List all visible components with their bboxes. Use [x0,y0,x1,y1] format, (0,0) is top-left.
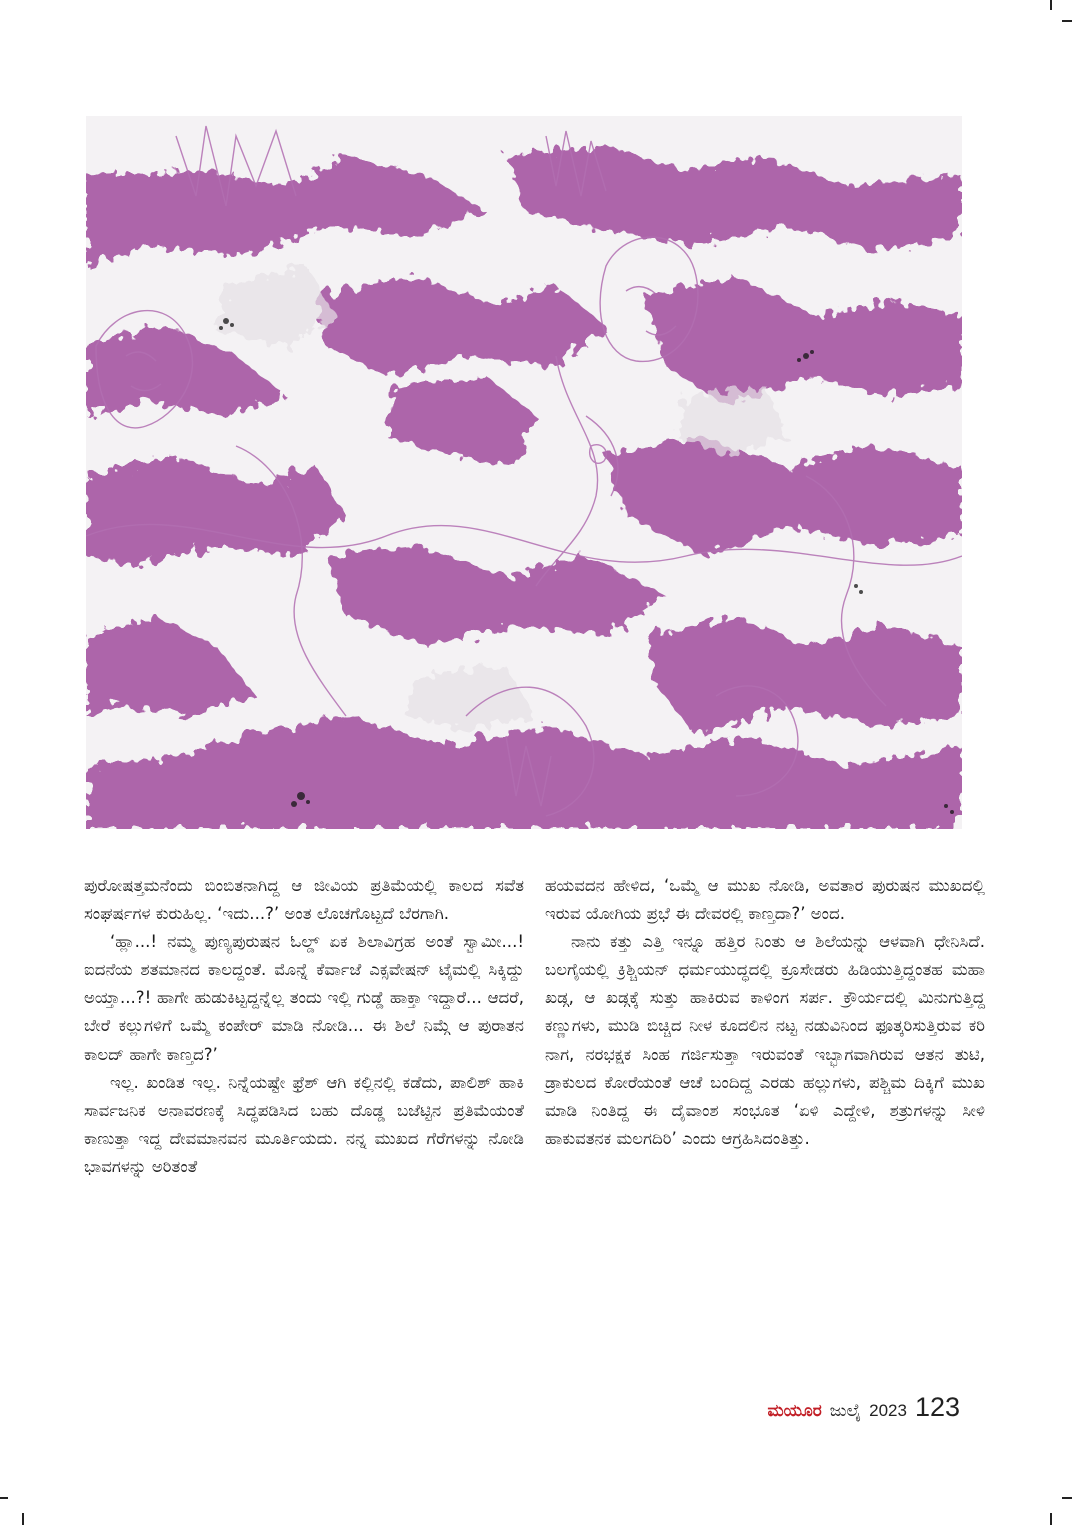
paragraph: ಇಲ್ಲ. ಖಂಡಿತ ಇಲ್ಲ. ನಿನ್ನೆಯಷ್ಟೇ ಫ್ರೆಶ್ ಆಗಿ ಕಲ್ಲಿನಲ್ಲಿ ಕಡೆದು, ಪಾಲಿಶ್ ಹಾಕಿ ಸಾರ್ವಜನಿಕ ಅನಾವರಣಕ್ಕೆ ಸಿದ್ಧಪಡಿಸಿದ ಬಹು ದೊಡ್ಡ ಬಜೆಟ್ಟಿನ ಪ್ರತಿಮೆಯಂತೆ ಕಾಣುತ್ತಾ ಇದ್ದ ದೇವಮಾನವನ ಮೂರ್ತಿಯದು. ನನ್ನ ಮುಖದ ಗೆರೆಗಳನ್ನು ನೋಡಿ ಭಾವಗಳನ್ನು ಅರಿತಂತೆ [84,1072,524,1176]
magazine-logo: ಮಯೂರ [767,1401,822,1421]
article-column-left [84,872,524,1181]
story-illustration [86,116,962,829]
page-number: 123 [914,1392,960,1422]
crop-mark [0,1497,8,1499]
crop-mark [1062,1497,1072,1499]
page-footer [768,1392,961,1423]
issue-year: 2023 [869,1401,907,1420]
abstract-figure-painting [86,116,962,829]
paragraph: ನಾನು ಕತ್ತು ಎತ್ತಿ ಇನ್ನೂ ಹತ್ತಿರ ನಿಂತು ಆ ಶಿಲೆಯನ್ನು ಆಳವಾಗಿ ಧೇನಿಸಿದೆ. ಬಲಗೈಯಲ್ಲಿ ಕ್ರಿಶ್ಚಿಯನ್ ಧರ್ಮಯುದ್ಧದಲ್ಲಿ ಕ್ರೂಸೇಡರು ಹಿಡಿಯುತ್ತಿದ್ದಂತಹ ಮಹಾ ಖಡ್ಗ, ಆ ಖಡ್ಗಕ್ಕೆ ಸುತ್ತು ಹಾಕಿರುವ ಕಾಳಿಂಗ ಸರ್ಪ. ಕ್ರೌರ್ಯದಲ್ಲಿ ಮಿನುಗುತ್ತಿದ್ದ ಕಣ್ಣುಗಳು, ಮುಡಿ ಬಿಚ್ಚಿದ ನೀಳ ಕೂದಲಿನ ನಟ್ಟ ನಡುವಿನಿಂದ ಫೂತ್ಕರಿಸುತ್ತಿರುವ ಕರಿ ನಾಗ, ನರಭಕ್ಷಕ ಸಿಂಹ ಗರ್ಜಿಸುತ್ತಾ ಇರುವಂತೆ ಇಬ್ಭಾಗವಾಗಿರುವ ಆತನ ತುಟಿ, ಡ್ರಾಕುಲದ ಕೋರೆಯಂತೆ ಆಚೆ ಬಂದಿದ್ದ ಎರಡು ಹಲ್ಲುಗಳು, ಪಶ್ಚಿಮ ದಿಕ್ಕಿಗೆ ಮುಖ ಮಾಡಿ ನಿಂತಿದ್ದ ಈ ದೈವಾಂಶ ಸಂಭೂತ ‘ಏಳಿ ಎದ್ದೇಳಿ, ಶತ್ರುಗಳನ್ನು ಸೀಳಿ ಹಾಕುವತನಕ ಮಲಗದಿರಿ’ ಎಂದು ಆಗ್ರಹಿಸಿದಂತಿತ್ತು. [545,932,985,1148]
issue-month: ಜುಲೈ [829,1401,862,1421]
crop-mark [22,1513,24,1525]
paragraph: ‘ಹ್ಲಾ...! ನಮ್ಮ ಪುಣ್ಯಪುರುಷನ ಓಲ್ಡ್ ಏಕ ಶಿಲಾವಿಗ್ರಹ ಅಂತೆ ಸ್ವಾಮೀ...! ಐದನೆಯ ಶತಮಾನದ ಕಾಲದ್ದಂತೆ. ಮೊನ್ನೆ ಕೆರ್ವಾಜೆ ಎಕ್ಸವೇಷನ್ ಟೈಮಲ್ಲಿ ಸಿಕ್ಕಿದ್ದು ಅಯ್ತಾ...?! ಹಾಗೇ ಹುಡುಕಿಟ್ಟದ್ದನ್ನೆಲ್ಲ ತಂದು ಇಲ್ಲಿ ಗುಡ್ಡೆ ಹಾಕ್ತಾ ಇದ್ದಾರೆ... ಆದರೆ, ಬೇರೆ ಕಲ್ಲುಗಳಿಗೆ ಒಮ್ಮೆ ಕಂಪೇರ್ ಮಾಡಿ ನೋಡಿ... ಈ ಶಿಲೆ ನಿಮ್ಗೆ ಆ ಪುರಾತನ ಕಾಲದ್ ಹಾಗೇ ಕಾಣ್ತದ?’ [84,932,524,1064]
paragraph: ಹಯವದನ ಹೇಳಿದ, ‘ಒಮ್ಮೆ ಆ ಮುಖ ನೋಡಿ, ಅವತಾರ ಪುರುಷನ ಮುಖದಲ್ಲಿ ಇರುವ ಯೋಗಿಯ ಪ್ರಭೆ ಈ ದೇವರಲ್ಲಿ ಕಾಣ್ತದಾ?’ ಅಂದ. [545,876,985,924]
crop-mark [1050,1513,1052,1525]
article-column-right [545,872,985,1153]
crop-mark [1050,0,1052,10]
crop-mark [1062,20,1072,22]
paragraph: ಪುರೋಷತ್ತಮನೆಂದು ಬಿಂಬಿತನಾಗಿದ್ದ ಆ ಜೀವಿಯ ಪ್ರತಿಮೆಯಲ್ಲಿ ಕಾಲದ ಸವೆತ ಸಂಘರ್ಷಗಳ ಕುರುಹಿಲ್ಲ. ‘ಇದು...?’ ಅಂತ ಲೊಚಗೊಟ್ಟದೆ ಬೆರಗಾಗಿ. [84,876,524,924]
